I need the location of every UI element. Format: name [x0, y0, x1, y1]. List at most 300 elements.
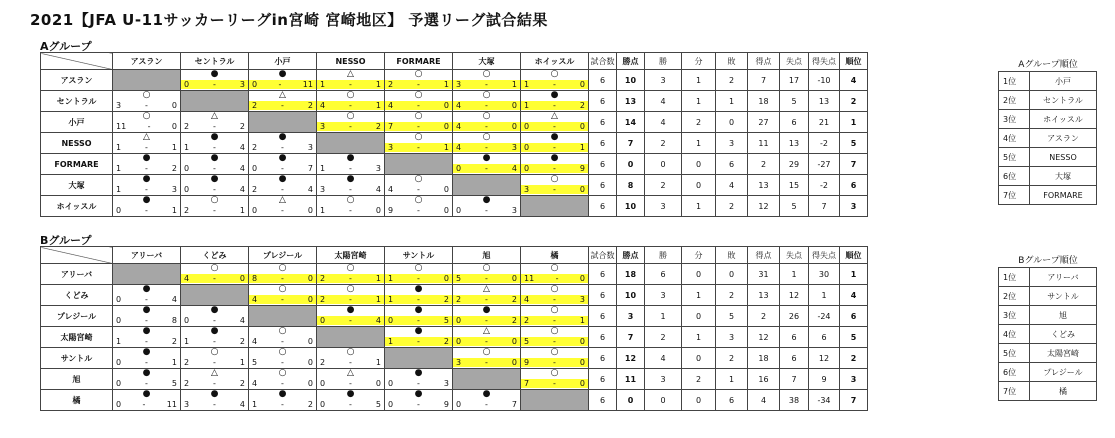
score-against: 0 — [443, 101, 449, 110]
ranking-row — [999, 91, 1097, 110]
score-for: 0 — [456, 316, 462, 325]
ranking-table — [998, 267, 1097, 401]
stat-cell: 7 — [617, 133, 645, 154]
score-dash: - — [281, 185, 284, 194]
row-team-label: ホイッスル — [41, 196, 113, 217]
row-team-label: セントラル — [41, 91, 113, 112]
page-title: 2021【JFA U-11サッカーリーグin宮崎 宮崎地区】 予選リーグ試合結果 — [30, 11, 548, 29]
score — [521, 101, 588, 110]
match-result-cell — [317, 306, 385, 327]
score-for: 2 — [252, 143, 258, 152]
table-row — [41, 327, 868, 348]
stat-cell: 2 — [716, 196, 748, 217]
score — [249, 400, 316, 409]
match-result-cell — [453, 133, 521, 154]
match-result-cell — [113, 154, 181, 175]
score-dash: - — [485, 337, 488, 346]
score-for: 4 — [252, 379, 258, 388]
rank-position: 3位 — [999, 110, 1030, 129]
column-team-header: 旭 — [453, 247, 521, 264]
match-result-cell — [113, 133, 181, 154]
table-row — [41, 196, 868, 217]
stat-header: 順位 — [840, 53, 868, 70]
stat-cell: 0 — [645, 390, 682, 411]
match-result-cell — [317, 175, 385, 196]
match-result-cell — [249, 196, 317, 217]
result-symbol-icon: ○ — [550, 326, 559, 336]
match-result-cell — [385, 133, 453, 154]
self-match-cell — [249, 306, 317, 327]
score-against: 1 — [171, 206, 177, 215]
score-against: 1 — [239, 206, 245, 215]
result-symbol-icon: ● — [482, 153, 491, 163]
match-result-cell — [385, 327, 453, 348]
result-symbol-icon: ● — [142, 389, 151, 399]
table-row — [41, 154, 868, 175]
score-against: 2 — [375, 122, 381, 131]
stat-cell: 3 — [840, 369, 868, 390]
score-against: 1 — [579, 316, 585, 325]
column-team-header: プレジール — [249, 247, 317, 264]
score-dash: - — [349, 316, 352, 325]
match-result-cell — [521, 327, 589, 348]
match-result-cell — [113, 327, 181, 348]
score — [113, 337, 180, 346]
score — [181, 143, 248, 152]
score — [385, 337, 452, 346]
score-against: 1 — [375, 101, 381, 110]
score-for: 1 — [388, 274, 394, 283]
score-against: 0 — [511, 274, 517, 283]
match-result-cell — [113, 196, 181, 217]
score — [317, 316, 384, 325]
score-for: 0 — [388, 400, 394, 409]
stat-cell: 3 — [645, 196, 682, 217]
stat-cell: 0 — [682, 348, 716, 369]
table-row — [41, 369, 868, 390]
stat-cell: 6 — [589, 369, 617, 390]
result-symbol-icon: ● — [142, 347, 151, 357]
ranking-row — [999, 167, 1097, 186]
score-for: 3 — [116, 101, 122, 110]
result-symbol-icon: ○ — [482, 263, 491, 273]
score-for: 1 — [320, 206, 326, 215]
stat-cell: 2 — [840, 348, 868, 369]
score-against: 0 — [579, 80, 585, 89]
result-symbol-icon: ○ — [414, 174, 423, 184]
stat-cell: 5 — [780, 91, 809, 112]
match-result-cell — [113, 390, 181, 411]
score — [385, 379, 452, 388]
score-for: 0 — [184, 164, 190, 173]
score-for: 0 — [252, 80, 258, 89]
rank-team: サントル — [1030, 287, 1097, 306]
score-against: 5 — [375, 400, 381, 409]
score-for: 2 — [320, 295, 326, 304]
score-dash: - — [278, 80, 282, 89]
stat-cell: 1 — [716, 369, 748, 390]
result-symbol-icon: ○ — [142, 90, 151, 100]
stat-cell: 5 — [840, 133, 868, 154]
rank-position: 4位 — [999, 325, 1030, 344]
score — [113, 295, 180, 304]
score-for: 0 — [456, 400, 462, 409]
stat-cell: 6 — [589, 196, 617, 217]
stat-cell: 31 — [748, 264, 780, 285]
score-against: 1 — [375, 80, 381, 89]
corner-cell — [41, 247, 113, 264]
score-dash: - — [553, 316, 556, 325]
stat-cell: 1 — [780, 264, 809, 285]
stat-cell: 3 — [840, 196, 868, 217]
score-dash: - — [145, 185, 148, 194]
result-symbol-icon: △ — [143, 132, 150, 142]
stat-cell: 18 — [748, 348, 780, 369]
rank-team: FORMARE — [1030, 186, 1097, 205]
table-row — [41, 175, 868, 196]
rank-team: くどみ — [1030, 325, 1097, 344]
stat-cell: 0 — [682, 175, 716, 196]
score-dash: - — [147, 122, 151, 131]
result-symbol-icon: ● — [210, 69, 219, 79]
match-result-cell — [113, 306, 181, 327]
score — [249, 185, 316, 194]
stat-cell: 1 — [682, 133, 716, 154]
self-match-cell — [521, 196, 589, 217]
result-symbol-icon: ● — [210, 389, 219, 399]
match-result-cell — [181, 264, 249, 285]
match-result-cell — [453, 285, 521, 306]
stat-cell: 2 — [682, 369, 716, 390]
score-for: 2 — [524, 316, 530, 325]
row-team-label: 橘 — [41, 390, 113, 411]
score-against: 0 — [443, 122, 449, 131]
stat-cell: 0 — [682, 306, 716, 327]
rank-position: 4位 — [999, 129, 1030, 148]
score-for: 0 — [524, 143, 530, 152]
match-result-cell — [521, 285, 589, 306]
result-symbol-icon: △ — [211, 111, 218, 121]
score — [385, 101, 452, 110]
stat-cell: 3 — [716, 133, 748, 154]
score-for: 0 — [320, 316, 326, 325]
result-symbol-icon: ● — [278, 389, 287, 399]
score-for: 9 — [388, 206, 394, 215]
score-dash: - — [485, 400, 488, 409]
score — [385, 295, 452, 304]
row-team-label: 小戸 — [41, 112, 113, 133]
result-symbol-icon: ○ — [482, 90, 491, 100]
match-result-cell — [453, 70, 521, 91]
score-dash: - — [213, 143, 216, 152]
stat-cell: 7 — [748, 70, 780, 91]
score — [249, 80, 316, 89]
score-for: 4 — [524, 295, 530, 304]
match-result-cell — [385, 112, 453, 133]
score-against: 4 — [239, 185, 245, 194]
score-against: 2 — [443, 337, 449, 346]
score-against: 0 — [307, 206, 313, 215]
match-result-cell — [521, 112, 589, 133]
stat-cell: -10 — [809, 70, 840, 91]
stat-header: 勝 — [645, 53, 682, 70]
score-against: 0 — [239, 274, 245, 283]
result-symbol-icon: ○ — [346, 284, 355, 294]
result-symbol-icon: ○ — [550, 263, 559, 273]
rank-team: プレジール — [1030, 363, 1097, 382]
result-symbol-icon: ● — [278, 132, 287, 142]
score — [113, 143, 180, 152]
score-dash: - — [485, 358, 488, 367]
stat-header: 敗 — [716, 53, 748, 70]
score-dash: - — [485, 274, 488, 283]
score-against: 11 — [302, 80, 313, 89]
stat-cell: 13 — [748, 175, 780, 196]
score — [385, 143, 452, 152]
stat-cell: 1 — [809, 285, 840, 306]
score — [249, 143, 316, 152]
self-match-cell — [317, 133, 385, 154]
score-for: 4 — [456, 122, 462, 131]
stat-cell: 0 — [617, 390, 645, 411]
stat-cell: 6 — [589, 306, 617, 327]
score — [113, 379, 180, 388]
match-result-cell — [317, 112, 385, 133]
stat-cell: 0 — [682, 390, 716, 411]
match-result-cell — [113, 285, 181, 306]
score-dash: - — [349, 185, 352, 194]
stat-cell: 1 — [682, 327, 716, 348]
score-against: 0 — [511, 358, 517, 367]
score-for: 4 — [388, 185, 394, 194]
result-symbol-icon: ○ — [346, 90, 355, 100]
stat-cell: 3 — [645, 369, 682, 390]
result-symbol-icon: ○ — [210, 347, 219, 357]
ranking-title: Bグループ順位 — [1018, 256, 1078, 266]
score-dash: - — [553, 101, 556, 110]
score-dash: - — [417, 101, 420, 110]
score-for: 2 — [184, 379, 190, 388]
score-dash: - — [553, 122, 556, 131]
result-symbol-icon: ● — [414, 368, 423, 378]
match-result-cell — [181, 348, 249, 369]
score-for: 2 — [184, 206, 190, 215]
stat-cell: 12 — [809, 348, 840, 369]
group-label: Aグループ — [40, 40, 92, 53]
match-result-cell — [249, 70, 317, 91]
match-result-cell — [181, 390, 249, 411]
match-result-cell — [181, 306, 249, 327]
score-dash: - — [281, 143, 284, 152]
score — [385, 185, 452, 194]
score-dash: - — [485, 122, 488, 131]
row-team-label: サントル — [41, 348, 113, 369]
result-symbol-icon: ● — [414, 305, 423, 315]
stat-cell: 3 — [645, 70, 682, 91]
score-dash: - — [417, 143, 420, 152]
score-against: 2 — [239, 337, 245, 346]
stat-header: 分 — [682, 247, 716, 264]
match-result-cell — [317, 91, 385, 112]
result-symbol-icon: ○ — [550, 368, 559, 378]
score — [521, 337, 588, 346]
score-against: 4 — [375, 316, 381, 325]
score — [521, 295, 588, 304]
stat-cell: 2 — [840, 91, 868, 112]
score — [249, 337, 316, 346]
score-against: 1 — [443, 143, 449, 152]
stat-header: 勝 — [645, 247, 682, 264]
score-for: 5 — [456, 274, 462, 283]
score-against: 0 — [307, 358, 313, 367]
score-dash: - — [485, 143, 488, 152]
result-symbol-icon: ○ — [278, 263, 287, 273]
score-for: 0 — [184, 80, 190, 89]
score-against: 3 — [579, 295, 585, 304]
score — [181, 122, 248, 131]
group-label: Bグループ — [40, 234, 92, 247]
stat-cell: 30 — [809, 264, 840, 285]
score — [113, 101, 180, 110]
rank-position: 6位 — [999, 363, 1030, 382]
match-result-cell — [317, 264, 385, 285]
score-for: 3 — [456, 358, 462, 367]
score-for: 4 — [184, 274, 190, 283]
score — [181, 274, 248, 283]
score-dash: - — [349, 122, 352, 131]
table-row — [41, 133, 868, 154]
stat-cell: 12 — [748, 327, 780, 348]
score-against: 0 — [511, 101, 517, 110]
score-dash: - — [145, 206, 148, 215]
result-symbol-icon: ○ — [346, 263, 355, 273]
self-match-cell — [453, 369, 521, 390]
match-result-cell — [453, 154, 521, 175]
rank-team: 太陽宮崎 — [1030, 344, 1097, 363]
score-for: 8 — [252, 274, 258, 283]
result-symbol-icon: ● — [482, 389, 491, 399]
row-team-label: プレジール — [41, 306, 113, 327]
stat-cell: 1 — [682, 285, 716, 306]
row-team-label: FORMARE — [41, 154, 113, 175]
ranking-row — [999, 186, 1097, 205]
score-against: 0 — [443, 206, 449, 215]
score-dash: - — [213, 185, 216, 194]
self-match-cell — [113, 264, 181, 285]
result-symbol-icon: ● — [482, 195, 491, 205]
score-against: 2 — [239, 379, 245, 388]
score-for: 4 — [320, 101, 326, 110]
score-for: 0 — [116, 379, 122, 388]
self-match-cell — [181, 91, 249, 112]
score-against: 0 — [171, 122, 177, 131]
score — [181, 206, 248, 215]
score — [317, 274, 384, 283]
result-symbol-icon: △ — [551, 111, 558, 121]
score — [317, 206, 384, 215]
stat-cell: 2 — [716, 285, 748, 306]
score — [249, 379, 316, 388]
result-symbol-icon: ○ — [210, 195, 219, 205]
score-dash: - — [145, 164, 148, 173]
score — [521, 358, 588, 367]
score — [453, 80, 520, 89]
match-result-cell — [317, 70, 385, 91]
stat-cell: 18 — [617, 264, 645, 285]
score-against: 0 — [307, 379, 313, 388]
stat-header: 順位 — [840, 247, 868, 264]
score-against: 7 — [511, 400, 517, 409]
match-result-cell — [249, 175, 317, 196]
result-symbol-icon: ○ — [278, 347, 287, 357]
self-match-cell — [453, 175, 521, 196]
result-symbol-icon: ○ — [550, 347, 559, 357]
score-against: 0 — [171, 101, 177, 110]
score-for: 1 — [116, 185, 122, 194]
score-dash: - — [417, 206, 420, 215]
stat-cell: 4 — [748, 390, 780, 411]
score-dash: - — [417, 400, 420, 409]
score-against: 0 — [579, 358, 585, 367]
score-for: 2 — [320, 358, 326, 367]
stat-cell: 13 — [617, 91, 645, 112]
score — [113, 316, 180, 325]
score-for: 2 — [184, 358, 190, 367]
score-dash: - — [281, 206, 284, 215]
score-against: 2 — [307, 400, 313, 409]
result-symbol-icon: ○ — [346, 195, 355, 205]
score-dash: - — [349, 164, 352, 173]
score-dash: - — [213, 358, 216, 367]
result-symbol-icon: ○ — [414, 90, 423, 100]
rank-team: 大塚 — [1030, 167, 1097, 186]
result-symbol-icon: ● — [210, 326, 219, 336]
score-dash: - — [553, 80, 556, 89]
score-for: 0 — [116, 295, 122, 304]
score-dash: - — [417, 316, 420, 325]
score — [385, 80, 452, 89]
rank-position: 7位 — [999, 186, 1030, 205]
score-dash: - — [213, 164, 216, 173]
score-dash: - — [485, 206, 488, 215]
match-result-cell — [521, 175, 589, 196]
score — [249, 274, 316, 283]
stat-cell: 2 — [748, 154, 780, 175]
score-against: 2 — [171, 337, 177, 346]
stat-cell: 6 — [780, 327, 809, 348]
rank-team: NESSO — [1030, 148, 1097, 167]
self-match-cell — [317, 327, 385, 348]
result-symbol-icon: ● — [414, 284, 423, 294]
stat-cell: 7 — [780, 369, 809, 390]
stat-header: 失点 — [780, 247, 809, 264]
score-for: 7 — [388, 122, 394, 131]
results-table — [40, 246, 868, 411]
rank-team: 小戸 — [1030, 72, 1097, 91]
score-against: 0 — [511, 337, 517, 346]
score-dash: - — [417, 122, 420, 131]
result-symbol-icon: ● — [142, 368, 151, 378]
score — [521, 122, 588, 131]
score-against: 3 — [511, 143, 517, 152]
score-dash: - — [213, 206, 216, 215]
stat-cell: 6 — [589, 175, 617, 196]
result-symbol-icon: ○ — [210, 263, 219, 273]
stat-cell: 2 — [645, 327, 682, 348]
score-for: 1 — [116, 143, 122, 152]
score-for: 2 — [320, 274, 326, 283]
result-symbol-icon: ○ — [482, 132, 491, 142]
